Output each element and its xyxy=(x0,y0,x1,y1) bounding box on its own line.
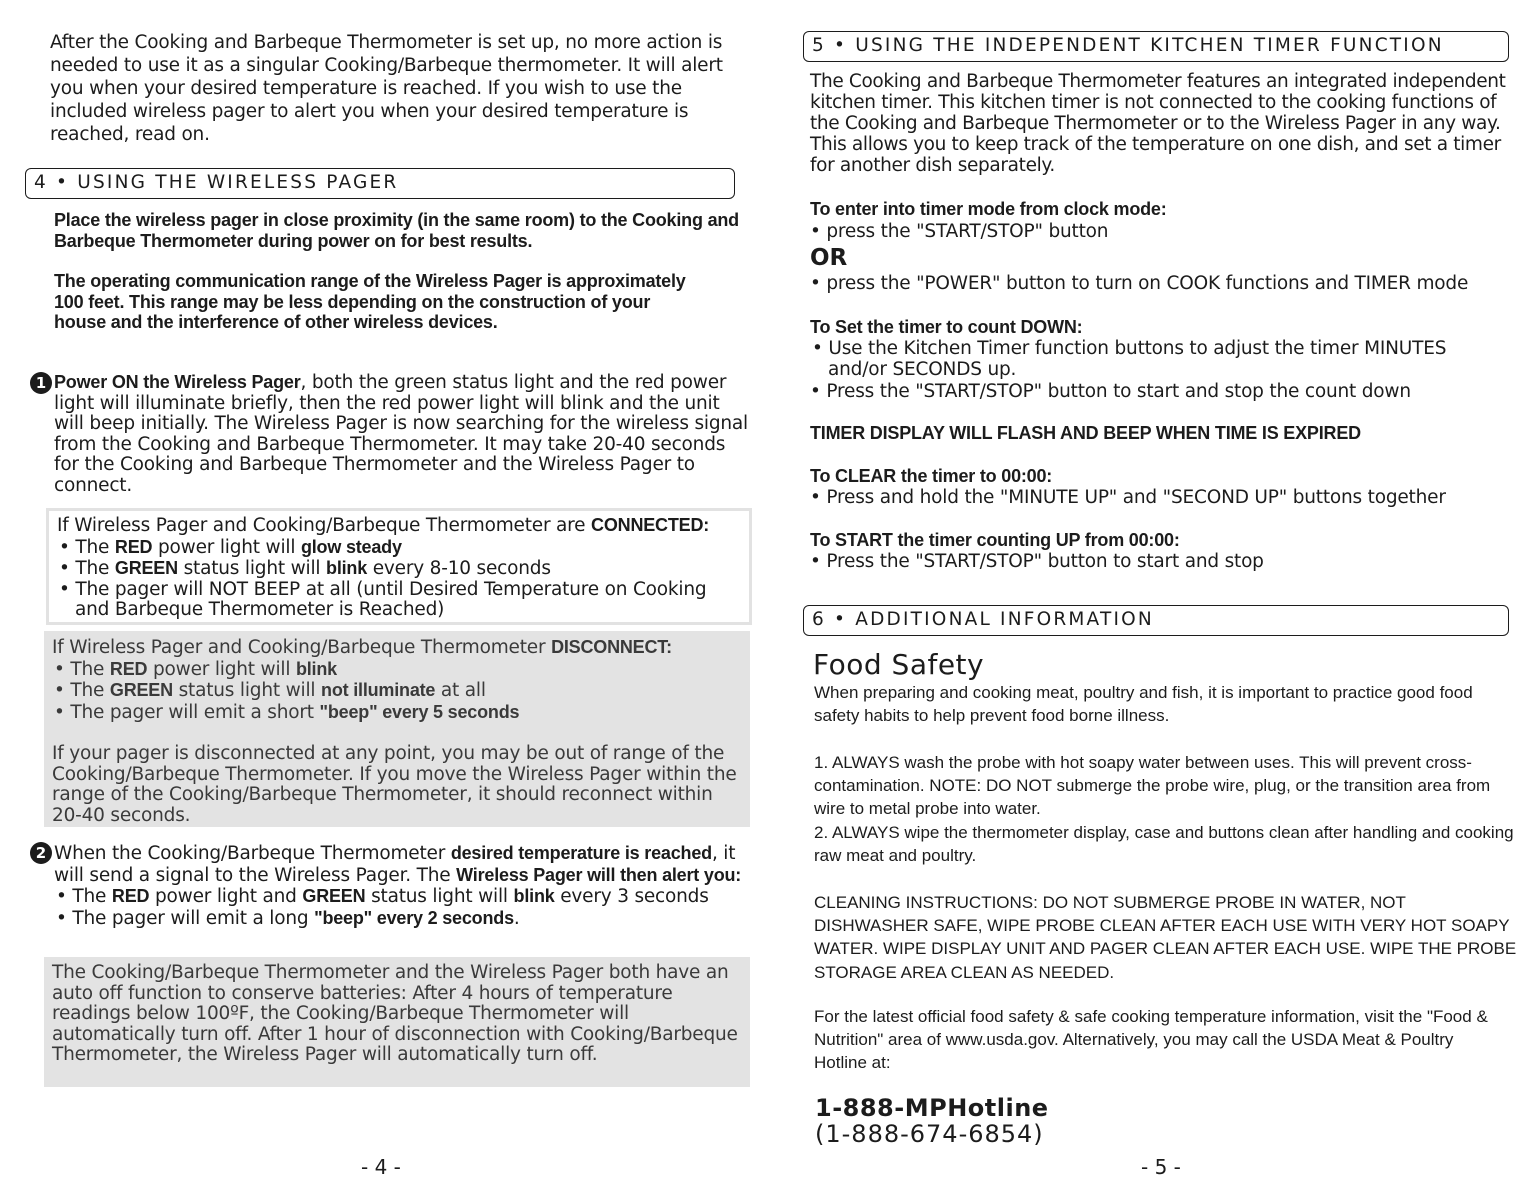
food-safety-intro: When preparing and cooking meat, poultry and fish, it is important to practice good food safety habits to help prevent food borne illness. xyxy=(814,683,1473,726)
count-down-heading: To Set the timer to count DOWN: xyxy=(810,317,1083,337)
step-2-badge: 2 xyxy=(30,842,52,864)
disconnected-bullet-green: • The GREEN status light will not illuminate at all xyxy=(54,680,486,701)
connected-bullet-red: • The RED power light will glow steady xyxy=(59,536,402,558)
section-6-header: 6 • ADDITIONAL INFORMATION xyxy=(803,605,1509,636)
intro-paragraph: After the Cooking and Barbeque Thermometer is set up, no more action is needed to use it as a singular Cooking/Barbeque thermometer. It will alert you when your desired temperature is reached. If you wish to use the included wireless pager to alert you when your desired temperature is reached, read on. xyxy=(50,32,723,145)
count-down-bullet-1: • Use the Kitchen Timer function buttons to adjust the timer MINUTES and/or SECONDS up. xyxy=(812,338,1447,380)
section-4-header: 4 • USING THE WIRELESS PAGER xyxy=(25,168,735,199)
disconnected-paragraph: If your pager is disconnected at any point, you may be out of range of the Cooking/Barbeque Thermometer. If you move the Wireless Pager within the range of the Cooking/Barbeque Thermometer, it should reconnect within 20-40 seconds. xyxy=(52,743,737,826)
food-safety-title: Food Safety xyxy=(813,648,985,681)
step-1-badge: 1 xyxy=(30,372,52,394)
disconnected-bullet-red: • The RED power light will blink xyxy=(54,658,337,680)
timer-flash-notice: TIMER DISPLAY WILL FLASH AND BEEP WHEN TIME IS EXPIRED xyxy=(810,423,1361,443)
or-label: OR xyxy=(810,245,848,271)
page-number-left: - 4 - xyxy=(361,1155,401,1179)
page-number-right: - 5 - xyxy=(1141,1155,1181,1179)
food-safety-tip-2: 2. ALWAYS wipe the thermometer display, case and buttons clean after handling and cooking raw meat and poultry. xyxy=(814,823,1514,866)
auto-off-box xyxy=(44,957,750,1087)
timer-mode-heading: To enter into timer mode from clock mode: xyxy=(810,199,1167,219)
pager-proximity-note: Place the wireless pager in close proximity (in the same room) to the Cooking and Barbeque Thermometer during power on for best results. xyxy=(54,210,739,251)
count-up-bullet: • Press the "START/STOP" button to start and stop xyxy=(810,551,1264,572)
hotline-name: 1-888-MPHotline xyxy=(815,1094,1049,1122)
count-down-bullet-2: • Press the "START/STOP" button to start and stop the count down xyxy=(810,381,1411,402)
step-2-text: When the Cooking/Barbeque Thermometer desired temperature is reached, it will send a signal to the Wireless Pager. The Wireless Pager will then alert you: • The RED power light and GREEN status light will blink every 3 seconds • The pager will emit a long "beep" every 2 seconds. xyxy=(54,843,744,929)
pager-range-note: The operating communication range of the Wireless Pager is approximately 100 feet. This range may be less depending on the construction of your house and the interference of other wireless devices. xyxy=(54,271,686,332)
clear-heading: To CLEAR the timer to 00:00: xyxy=(810,466,1053,486)
connected-bullet-beep: • The pager will NOT BEEP at all (until Desired Temperature on Cooking and Barbeque Thermometer is Reached) xyxy=(59,578,707,620)
timer-intro: The Cooking and Barbeque Thermometer features an integrated independent kitchen timer. This kitchen timer is not connected to the cooking functions of the Cooking and Barbeque Thermometer or to the Wireless Pager in any way. This allows you to keep track of the temperature on one dish, and set a timer for another dish separately. xyxy=(810,71,1506,176)
food-safety-tip-1: 1. ALWAYS wash the probe with hot soapy water between uses. This will prevent cross-contamination. NOTE: DO NOT submerge the probe wire, plug, or the transition area from wire to metal probe into water. xyxy=(814,753,1491,819)
disconnected-bullet-beep: • The pager will emit a short "beep" every 5 seconds xyxy=(54,701,520,723)
count-up-heading: To START the timer counting UP from 00:00: xyxy=(810,530,1180,550)
hotline-number: (1-888-674-6854) xyxy=(815,1120,1044,1148)
cleaning-instructions: CLEANING INSTRUCTIONS: DO NOT SUBMERGE PROBE IN WATER, NOT DISHWASHER SAFE, WIPE PROBE CLEAN AFTER EACH USE WITH VERY HOT SOAPY WATER. WIPE DISPLAY UNIT AND PAGER CLEAN AFTER EACH USE. WIPE THE PROBE STORAGE AREA CLEAN AS NEEDED. xyxy=(814,893,1517,982)
clear-bullet: • Press and hold the "MINUTE UP" and "SECOND UP" buttons together xyxy=(810,487,1446,508)
disconnected-lead: If Wireless Pager and Cooking/Barbeque Thermometer DISCONNECT: xyxy=(52,637,672,658)
step-1-text: Power ON the Wireless Pager, both the green status light and the red power light will illuminate briefly, then the red power light will blink and the unit will beep initially. The Wireless Pager is now searching for the wireless signal from the Cooking and Barbeque Thermometer. It may take 20-40 seconds for the Cooking and Barbeque Thermometer and the Wireless Pager to connect. xyxy=(54,372,748,496)
auto-off-paragraph: The Cooking/Barbeque Thermometer and the Wireless Pager both have an auto off function to conserve batteries: After 4 hours of temperature readings below 100ºF, the Cooking/Barbeque Thermometer will automatically turn off. After 1 hour of disconnection with Cooking/Barbeque Thermometer, the Wireless Pager will automatically turn off. xyxy=(52,962,738,1065)
connected-box xyxy=(46,508,752,625)
section-5-header: 5 • USING THE INDEPENDENT KITCHEN TIMER FUNCTION xyxy=(803,31,1509,62)
timer-mode-bullet-1: • press the "START/STOP" button xyxy=(810,221,1109,242)
step-2-bullet-lights: • The RED power light and GREEN status light will blink every 3 seconds xyxy=(56,886,709,907)
connected-bullet-green: • The GREEN status light will blink every 8-10 seconds xyxy=(59,558,551,579)
timer-mode-bullet-2: • press the "POWER" button to turn on COOK functions and TIMER mode xyxy=(810,273,1469,294)
disconnected-box xyxy=(44,631,750,827)
step-2-bullet-beep: • The pager will emit a long "beep" every 2 seconds. xyxy=(56,907,520,929)
connected-lead: If Wireless Pager and Cooking/Barbeque Thermometer are CONNECTED: xyxy=(57,515,710,536)
usda-info: For the latest official food safety & safe cooking temperature information, visit the "Food & Nutrition" area of www.usda.gov. Alternatively, you may call the USDA Meat & Poultry Hotline at: xyxy=(814,1007,1488,1073)
